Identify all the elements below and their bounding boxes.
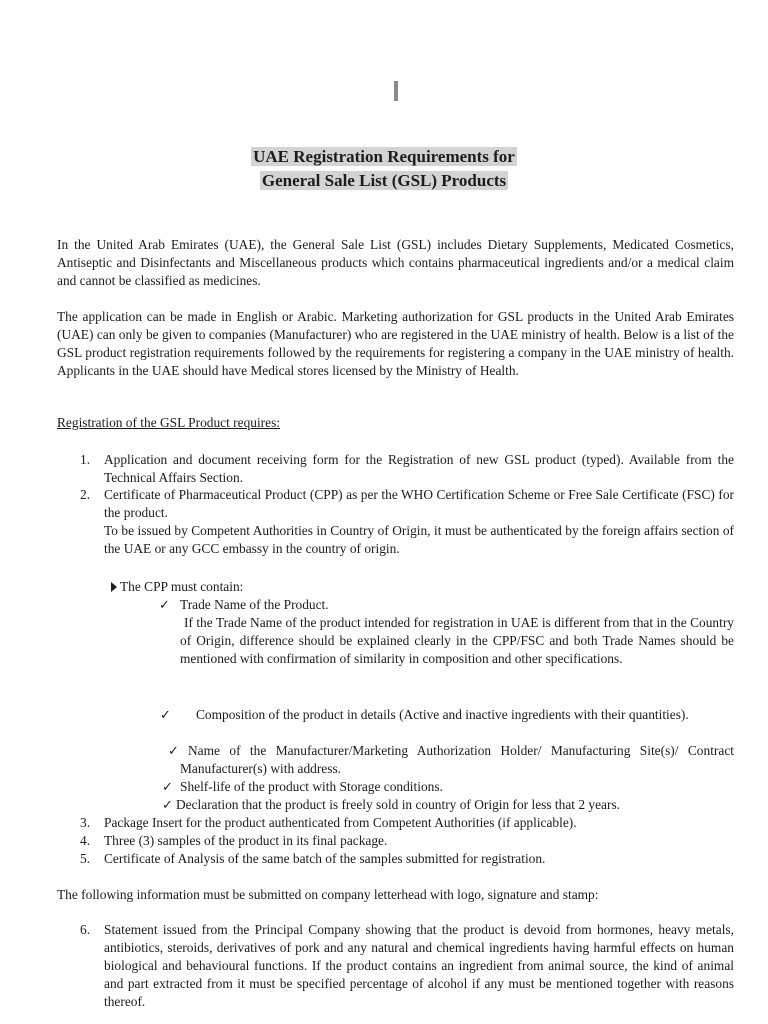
- checkmark-icon: ✓: [159, 597, 170, 612]
- checkmark-icon: ✓: [162, 779, 173, 794]
- check-item: Composition of the product in details (Active and inactive ingredients with their quantities).: [196, 707, 689, 722]
- section-heading: Registration of the GSL Product requires:: [57, 415, 281, 430]
- list-item: Certificate of Pharmaceutical Product (CPP) as per the WHO Certification Scheme or Free Sale Certificate (FSC) for the product.: [104, 487, 734, 520]
- item-number: 6.: [80, 922, 91, 937]
- checkmark-icon: ✓: [160, 707, 171, 722]
- item-number: 2.: [80, 487, 91, 502]
- list-item: Statement issued from the Principal Company showing that the product is devoid from hormones, heavy metals, antibiotics, steroids, derivatives of pork and any natural and chemical ingredients having harmful effects on human biological and behavioural functions. If the product contains an ingredient from animal source, the kind of animal and part extracted from it must be specified percentage of alcohol if any must be mentioned together with reasons thereof.: [104, 922, 734, 1009]
- check-item: Trade Name of the Product.: [180, 597, 329, 612]
- checkmark-icon: ✓: [162, 797, 173, 812]
- cpp-heading: The CPP must contain:: [111, 578, 243, 596]
- check-item: Declaration that the product is freely sold in country of Origin for less that 2 years.: [176, 797, 620, 812]
- page-title-line2: General Sale List (GSL) Products: [261, 171, 507, 190]
- list-item: Application and document receiving form for the Registration of new GSL product (typed). Available from the Technical Affairs Section.: [104, 452, 734, 485]
- application-paragraph: The application can be made in English or Arabic. Marketing authorization for GSL products in the United Arab Emirates (UAE) can only be given to companies (Manufacturer) who are registered in the UAE ministry of health. Below is a list of the GSL product registration requirements followed by the requirements for registering a company in the UAE ministry of health. Applicants in the UAE should have Medical stores licensed by the Ministry of Health.: [57, 309, 734, 378]
- item-number: 4.: [80, 833, 91, 848]
- list-item: Certificate of Analysis of the same batch of the samples submitted for registration.: [104, 851, 546, 866]
- list-item-note: To be issued by Competent Authorities in Country of Origin, it must be authenticated by the foreign affairs section of the UAE or any GCC embassy in the country of origin.: [104, 523, 734, 556]
- triangle-right-icon: [111, 582, 117, 592]
- item-number: 5.: [80, 851, 91, 866]
- check-item-note: If the Trade Name of the product intended for registration in UAE is different from that in the Country of Origin, difference should be explained clearly in the CPP/FSC and both Trade Names should be mentioned with confirmation of similarity in composition and other specifications.: [180, 615, 734, 666]
- item-number: 1.: [80, 452, 91, 467]
- check-item: Shelf-life of the product with Storage conditions.: [180, 779, 443, 794]
- item-number: 3.: [80, 815, 91, 830]
- check-item: Name of the Manufacturer/Marketing Authorization Holder/ Manufacturing Site(s)/ Contract Manufacturer(s) with address.: [180, 743, 734, 776]
- page-title-line1: UAE Registration Requirements for: [253, 147, 515, 166]
- intro-paragraph: In the United Arab Emirates (UAE), the General Sale List (GSL) includes Dietary Supplements, Medicated Cosmetics, Antiseptic and Disinfectants and Miscellaneous products which contains pharmaceutical ingredients and/or a medical claim and cannot be classified as medicines.: [57, 237, 734, 288]
- text-cursor-mark: [394, 81, 398, 101]
- letterhead-paragraph: The following information must be submitted on company letterhead with logo, signature and stamp:: [57, 887, 599, 902]
- list-item: Three (3) samples of the product in its final package.: [104, 833, 388, 848]
- checkmark-icon: ✓: [168, 743, 179, 758]
- list-item: Package Insert for the product authenticated from Competent Authorities (if applicable).: [104, 815, 577, 830]
